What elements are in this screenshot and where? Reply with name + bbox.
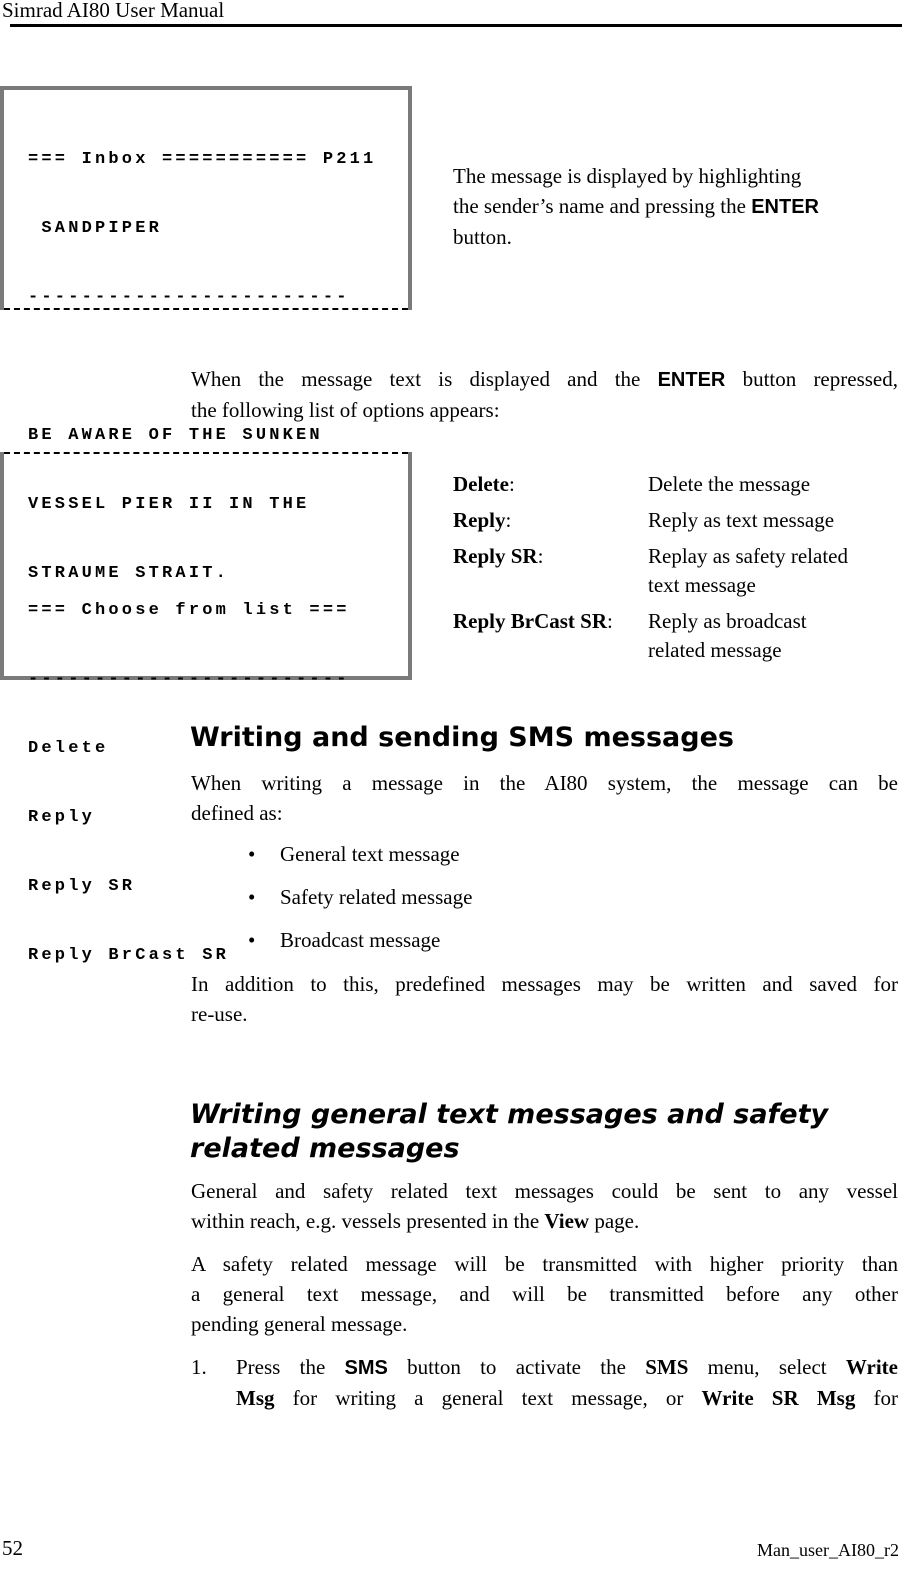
- desc-line: Reply as broadcast: [648, 609, 807, 633]
- step-text: Press the: [236, 1355, 345, 1379]
- sms-menu-label: SMS: [645, 1355, 689, 1379]
- screen-line: BE AWARE OF THE SUNKEN: [28, 426, 323, 445]
- write-sr-msg-label: Write SR Msg: [701, 1386, 856, 1410]
- screen-line: ------------------------: [28, 288, 350, 307]
- bullet-text: Safety related message: [280, 885, 473, 909]
- screen-line: VESSEL PIER II IN THE: [28, 495, 310, 514]
- step-number: 1.: [191, 1355, 207, 1379]
- heading-line: related messages: [190, 1133, 460, 1164]
- screen-line: === Choose from list ===: [28, 601, 350, 620]
- dashed-edge: [4, 452, 408, 454]
- desc-line: related message: [648, 638, 782, 662]
- dashed-edge: [4, 308, 408, 310]
- inbox-description: [453, 161, 898, 252]
- bullet-item: • Broadcast message: [248, 928, 441, 952]
- screen-line: Reply: [28, 808, 96, 827]
- view-page-label: View: [544, 1209, 590, 1233]
- option-name: Reply BrCast SR: [453, 609, 608, 633]
- bullet-item: • General text message: [248, 842, 460, 866]
- header-title: Simrad AI80 User Manual: [2, 0, 225, 22]
- bullet-item: • Safety related message: [248, 885, 473, 909]
- screen-line: SANDPIPER: [28, 219, 163, 238]
- bullet-text: Broadcast message: [280, 928, 441, 952]
- para-line: When writing a message in the AI80 system, the message can be: [191, 771, 898, 795]
- page-number: 52: [2, 1536, 23, 1560]
- option-desc: Reply as text message: [648, 508, 835, 532]
- para-line: defined as:: [191, 801, 283, 825]
- desc-text: the sender’s name and pressing the: [453, 194, 752, 218]
- step-1-text: [236, 1352, 898, 1413]
- option-name: Reply SR: [453, 544, 538, 568]
- desc-line: text message: [648, 573, 756, 597]
- para-text: When the message text is displayed and the: [191, 367, 658, 391]
- para-line: In addition to this, predefined messages may be written and saved for: [191, 972, 898, 996]
- enter-key-label: ENTER: [657, 369, 726, 391]
- section2-para2: [191, 1249, 898, 1339]
- step-text: for writing a general text message, or: [274, 1386, 702, 1410]
- para-line: A safety related message will be transmitted with higher priority than: [191, 1252, 898, 1276]
- option-name: Delete: [453, 472, 509, 496]
- desc-text: button.: [453, 225, 512, 249]
- option-reply-sr: Reply SR:: [453, 544, 544, 568]
- subsection-heading: [190, 1098, 890, 1166]
- option-desc: Delete the message: [648, 472, 811, 496]
- para-line: General and safety related text messages could be sent to any vessel: [191, 1179, 898, 1203]
- write-label: Write: [845, 1355, 898, 1379]
- screen-line: === Inbox =========== P211: [28, 150, 377, 169]
- option-reply: Reply:: [453, 508, 512, 532]
- msg-label: Msg: [236, 1386, 275, 1410]
- sms-key-label: SMS: [344, 1357, 388, 1379]
- header-rule: [10, 24, 902, 27]
- option-desc: [648, 607, 807, 665]
- para-text: button repressed,: [725, 367, 898, 391]
- bullet-text: General text message: [280, 842, 460, 866]
- section1-after: [191, 969, 898, 1029]
- step-text: button to activate the: [387, 1355, 646, 1379]
- screen-line: ------------------------: [28, 670, 350, 689]
- screen-line: STRAUME STRAIT.: [28, 564, 230, 583]
- section-heading: Writing and sending SMS messages: [190, 722, 734, 753]
- enter-key-label: ENTER: [751, 196, 819, 218]
- option-delete: Delete:: [453, 472, 515, 496]
- para-text: within reach, e.g. vessels presented in the: [191, 1209, 545, 1233]
- para-line: pending general message.: [191, 1312, 408, 1336]
- document-id: Man_user_AI80_r2: [757, 1540, 899, 1560]
- para-line: re-use.: [191, 1002, 248, 1026]
- option-desc: [648, 542, 848, 600]
- section2-para1: [191, 1176, 898, 1236]
- heading-line: Writing general text messages and safety: [190, 1099, 829, 1130]
- section1-intro: [191, 768, 898, 828]
- desc-text: The message is displayed by highlighting: [453, 164, 802, 188]
- option-name: Reply: [453, 508, 506, 532]
- screen-line: Delete: [28, 739, 109, 758]
- para-line: a general text message, and will be transmitted before any other: [191, 1282, 898, 1306]
- screen-line: Reply SR: [28, 877, 136, 896]
- repress-paragraph: [191, 364, 898, 425]
- step-text: menu, select: [688, 1355, 846, 1379]
- para-text: the following list of options appears:: [191, 398, 500, 422]
- option-reply-brcast-sr: Reply BrCast SR:: [453, 609, 613, 633]
- para-text: page.: [589, 1209, 640, 1233]
- step-text: for: [855, 1386, 898, 1410]
- screen-line: Reply BrCast SR: [28, 946, 230, 965]
- desc-line: Replay as safety related: [648, 544, 848, 568]
